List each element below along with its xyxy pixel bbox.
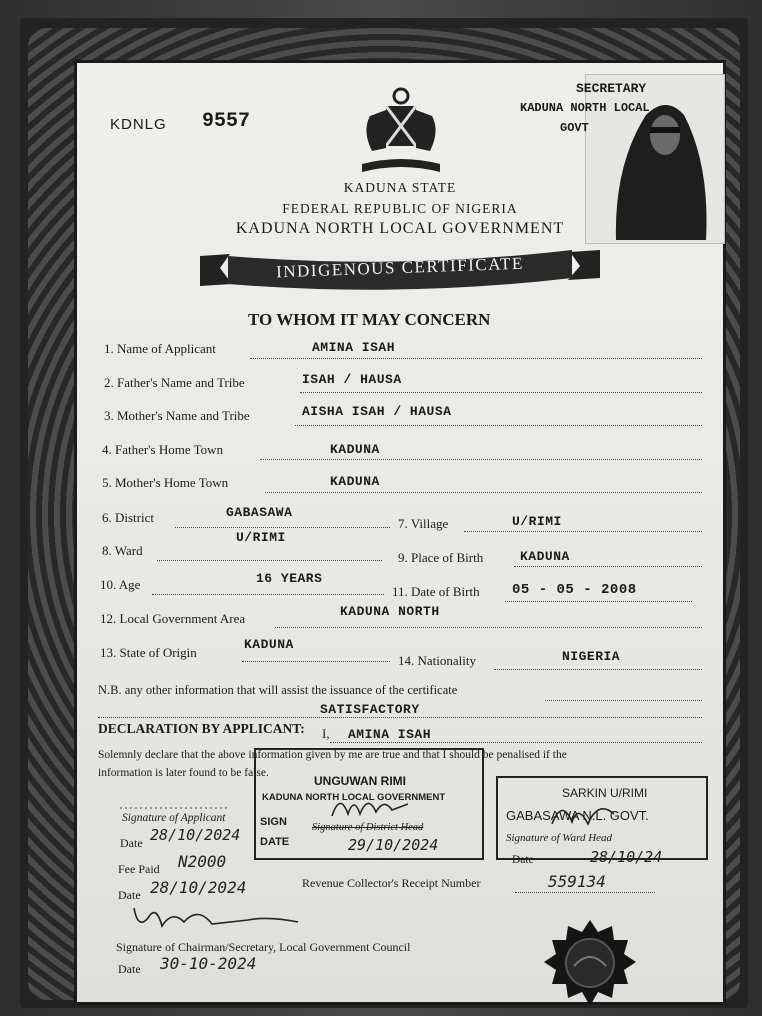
applicant-date-label: Date (120, 836, 143, 850)
field-6-label: 6. District (102, 510, 154, 525)
field-4-label: 4. Father's Home Town (102, 442, 224, 457)
declaration-i-label: I, (322, 726, 330, 741)
field-3-value: AISHA ISAH / HAUSA (302, 404, 452, 419)
photo-stamp-line3: GOVT (560, 121, 589, 135)
field-1-line (250, 358, 702, 359)
sarkin-date-value: 28/10/24 (590, 848, 663, 866)
applicant-date-value: 28/10/2024 (150, 826, 241, 844)
lga-name: KADUNA NORTH LOCAL GOVERNMENT (235, 220, 565, 237)
field-9-label: 9. Place of Birth (398, 550, 484, 565)
ward-stamp-date-label: DATE (260, 836, 290, 848)
chairman-date-label: Date (118, 962, 141, 976)
field-10-value: 16 YEARS (256, 571, 323, 586)
field-6-line (175, 527, 390, 528)
field-5-value: KADUNA (330, 474, 380, 489)
ward-stamp-date-value: 29/10/2024 (348, 836, 439, 854)
field-5-line (265, 492, 702, 493)
state-name: KADUNA STATE (343, 180, 457, 195)
declaration-line-1: Solemnly declare that the above information given by me are true and that I should be penalised if the (98, 749, 567, 761)
field-2-label: 2. Father's Name and Tribe (104, 375, 245, 390)
receipt-label: Revenue Collector's Receipt Number (302, 876, 481, 890)
coat-of-arms-icon (352, 86, 450, 178)
fee-date-label: Date (118, 888, 141, 902)
receipt-value: 559134 (548, 872, 606, 891)
field-12-line (275, 627, 702, 628)
nb-label: N.B. any other information that will assist the issuance of the certificate (98, 683, 458, 697)
field-5-label: 5. Mother's Home Town (102, 475, 229, 490)
field-14-label: 14. Nationality (398, 653, 476, 668)
field-3-label: 3. Mother's Name and Tribe (104, 408, 250, 423)
field-8-line (157, 560, 382, 561)
sarkin-stamp-line1: SARKIN U/RIMI (562, 786, 648, 800)
sarkin-stamp-sig-caption: Signature of Ward Head (506, 832, 613, 844)
sarkin-date-label: Date (512, 854, 534, 866)
field-1-value: AMINA ISAH (312, 340, 396, 355)
field-13-label: 13. State of Origin (100, 645, 197, 660)
nb-value: SATISFACTORY (320, 702, 420, 717)
embossed-seal-icon (540, 918, 640, 1008)
declaration-line-2: information is later found to be false. (98, 767, 269, 779)
certificate-title: INDIGENOUS CERTIFICATE (275, 253, 525, 282)
field-11-label: 11. Date of Birth (392, 584, 480, 599)
ward-stamp-line1: UNGUWAN RIMI (314, 774, 406, 788)
fee-value: N2000 (178, 852, 227, 871)
applicant-signature (118, 786, 238, 814)
field-12-label: 12. Local Government Area (100, 611, 246, 626)
serial-prefix: KDNLG (110, 116, 167, 133)
country-name: FEDERAL REPUBLIC OF NIGERIA (282, 201, 518, 216)
photo-stamp-line2: KADUNA NORTH LOCAL (520, 101, 650, 115)
ward-head-stamp (254, 748, 484, 860)
nb-line-2 (98, 717, 702, 718)
field-13-value: KADUNA (244, 637, 294, 652)
field-8-value: U/RIMI (236, 530, 286, 545)
field-14-line (494, 669, 702, 670)
ward-stamp-line2: KADUNA NORTH LOCAL GOVERNMENT (262, 792, 446, 803)
chairman-date-value: 30-10-2024 (160, 954, 257, 973)
ward-stamp-sig-caption: Signature of District Head (312, 822, 424, 833)
field-6-value: GABASAWA (226, 505, 293, 520)
applicant-photo (520, 74, 725, 244)
field-14-value: NIGERIA (562, 649, 621, 664)
ward-head-signature (548, 794, 618, 834)
field-9-value: KADUNA (520, 549, 570, 564)
addressee-heading: TO WHOM IT MAY CONCERN (248, 310, 491, 329)
field-3-line (295, 425, 702, 426)
ward-stamp-sign-label: SIGN (260, 816, 287, 828)
receipt-line (515, 892, 655, 893)
field-8-label: 8. Ward (102, 543, 143, 558)
field-11-line (505, 601, 692, 602)
declaration-heading: DECLARATION BY APPLICANT: (98, 721, 305, 736)
sarkin-stamp-line2: GABASAWA N.L. GOVT. (506, 808, 649, 823)
serial-number: 9557 (202, 110, 251, 133)
field-9-line (514, 566, 702, 567)
field-1-label: 1. Name of Applicant (104, 341, 216, 356)
fee-label: Fee Paid (118, 862, 160, 876)
fee-date-value: 28/10/2024 (150, 878, 247, 897)
field-7-line (464, 531, 702, 532)
chairman-signature-label: Signature of Chairman/Secretary, Local Government Council (116, 940, 411, 954)
field-12-value: KADUNA NORTH (340, 604, 440, 619)
declaration-name: AMINA ISAH (348, 727, 432, 742)
field-4-value: KADUNA (330, 442, 380, 457)
applicant-signature-label: Signature of Applicant (122, 812, 226, 824)
district-head-signature (330, 790, 410, 822)
field-10-line (152, 594, 384, 595)
field-11-value: 05 - 05 - 2008 (512, 582, 637, 598)
chairman-signature (128, 900, 308, 940)
field-10-label: 10. Age (100, 577, 141, 592)
photo-stamp-line1: SECRETARY (576, 81, 647, 96)
declaration-name-line (330, 742, 702, 743)
field-13-line (242, 661, 390, 662)
field-7-value: U/RIMI (512, 514, 562, 529)
field-2-line (300, 392, 702, 393)
nb-line-1 (545, 700, 702, 701)
field-4-line (260, 459, 702, 460)
field-2-value: ISAH / HAUSA (302, 372, 402, 387)
field-7-label: 7. Village (398, 516, 449, 531)
